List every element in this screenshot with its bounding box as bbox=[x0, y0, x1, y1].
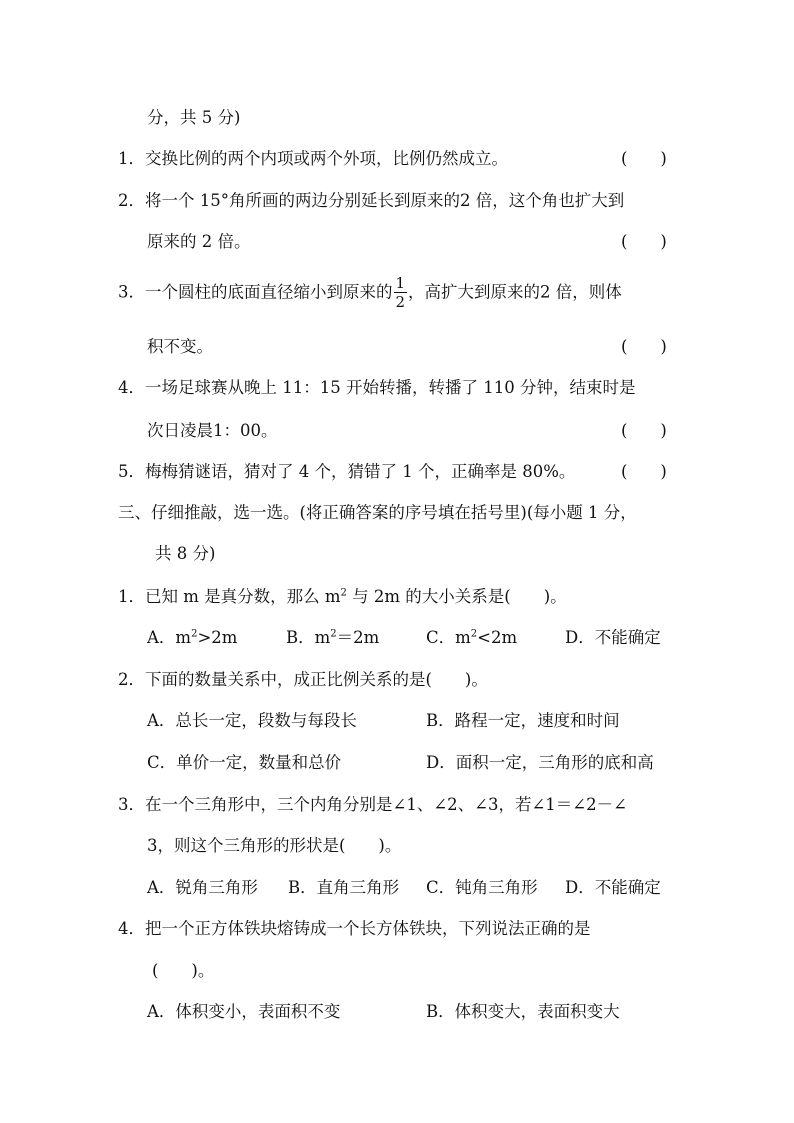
fraction-numerator: 1 bbox=[395, 274, 406, 292]
choice-q1-option-a[interactable] bbox=[147, 630, 237, 647]
choice-q2-option-a[interactable]: A．总长一定，段数与每段长 bbox=[147, 711, 357, 730]
judge-q4-text-line1: 一场足球赛从晚上 11：15 开始转播，转播了 110 分钟，结束时是 bbox=[145, 378, 636, 397]
fraction-one-half bbox=[394, 276, 408, 310]
choice-q1-number: 1． bbox=[118, 587, 145, 606]
choice-q4-stem-line1: 把一个正方体铁块熔铸成一个长方体铁块，下列说法正确的是 bbox=[145, 919, 591, 938]
option-exponent: 2 bbox=[470, 628, 478, 640]
choice-q3-option-b[interactable]: B．直角三角形 bbox=[288, 878, 400, 897]
judge-q3-number: 3． bbox=[118, 282, 145, 302]
choice-q1-exponent: 2 bbox=[340, 587, 347, 599]
judge-q5-answer-blank[interactable]: ( ) bbox=[621, 462, 667, 481]
choice-q2-option-c[interactable]: C．单价一定，数量和总价 bbox=[147, 753, 342, 772]
option-text: C．m bbox=[426, 628, 471, 647]
option-text: >2m bbox=[197, 628, 238, 647]
choice-q3-stem-line2: 3，则这个三角形的形状是( )。 bbox=[147, 836, 402, 855]
section3-heading: 三、仔细推敲，选一选。(将正确答案的序号填在括号里)(每小题 1 分， bbox=[118, 503, 637, 522]
choice-q4-number: 4． bbox=[118, 919, 145, 938]
choice-q1-option-c[interactable] bbox=[426, 630, 517, 647]
option-text: D．不能确定 bbox=[565, 628, 661, 647]
choice-q4-stem-line2: ( )。 bbox=[152, 961, 215, 980]
choice-q3-option-d[interactable]: D．不能确定 bbox=[565, 878, 661, 897]
judge-q5-text: 梅梅猜谜语，猜对了 4 个，猜错了 1 个，正确率是 80%。 bbox=[145, 462, 576, 481]
judge-q3-text-line2: 积不变。 bbox=[147, 337, 213, 356]
judge-q4-number: 4． bbox=[118, 378, 145, 397]
option-exponent: 2 bbox=[191, 628, 198, 640]
judge-q1-text: 交换比例的两个内项或两个外项，比例仍然成立。 bbox=[145, 149, 508, 168]
choice-q2 bbox=[118, 672, 488, 689]
judge-q3 bbox=[118, 276, 622, 310]
choice-q3 bbox=[118, 797, 627, 814]
judge-q3-text-pre: 一个圆柱的底面直径缩小到原来的 bbox=[145, 282, 393, 302]
choice-q4-option-a[interactable]: A．体积变小，表面积不变 bbox=[147, 1002, 341, 1021]
option-text: A．m bbox=[147, 628, 192, 647]
judge-q2-text-line2: 原来的 2 倍。 bbox=[147, 232, 251, 251]
choice-q1-stem-pre: 已知 m 是真分数，那么 m bbox=[145, 587, 341, 606]
section3-score: 共 8 分) bbox=[155, 544, 216, 563]
choice-q4-option-b[interactable]: B．体积变大，表面积变大 bbox=[426, 1002, 620, 1021]
option-text: B．m bbox=[286, 628, 331, 647]
judge-q2-answer-blank[interactable]: ( ) bbox=[621, 232, 667, 251]
section2-score-tail: 分，共 5 分) bbox=[147, 108, 241, 127]
judge-q3-text-post: ，高扩大到原来的2 倍，则体 bbox=[408, 282, 622, 302]
judge-q5 bbox=[118, 464, 575, 481]
judge-q1-number: 1． bbox=[118, 149, 145, 168]
judge-q5-number: 5． bbox=[118, 462, 145, 481]
option-exponent: 2 bbox=[330, 628, 337, 640]
judge-q3-answer-blank[interactable]: ( ) bbox=[621, 337, 667, 356]
choice-q2-option-b[interactable]: B．路程一定，速度和时间 bbox=[426, 711, 620, 730]
choice-q1-option-d[interactable] bbox=[565, 630, 661, 647]
choice-q1 bbox=[118, 589, 567, 606]
choice-q3-number: 3． bbox=[118, 795, 145, 814]
option-text: <2m bbox=[477, 628, 518, 647]
choice-q3-option-c[interactable]: C．钝角三角形 bbox=[426, 878, 538, 897]
choice-q2-number: 2． bbox=[118, 670, 145, 689]
judge-q2 bbox=[118, 193, 624, 210]
judge-q2-number: 2． bbox=[118, 191, 145, 210]
choice-q1-stem-post: 与 2m 的大小关系是( )。 bbox=[346, 587, 567, 606]
option-text: ＝2m bbox=[336, 628, 380, 647]
choice-q2-option-d[interactable]: D．面积一定，三角形的底和高 bbox=[426, 753, 654, 772]
fraction-denominator: 2 bbox=[395, 293, 406, 311]
choice-q3-option-a[interactable]: A．锐角三角形 bbox=[147, 878, 258, 897]
judge-q2-text-line1: 将一个 15°角所画的两边分别延长到原来的2 倍，这个角也扩大到 bbox=[145, 191, 625, 210]
judge-q1-answer-blank[interactable]: ( ) bbox=[621, 149, 667, 168]
choice-q3-stem-line1: 在一个三角形中，三个内角分别是∠1、∠2、∠3，若∠1＝∠2－∠ bbox=[145, 795, 627, 814]
choice-q1-option-b[interactable] bbox=[286, 630, 379, 647]
judge-q1 bbox=[118, 151, 508, 168]
choice-q2-stem: 下面的数量关系中，成正比例关系的是( )。 bbox=[145, 670, 488, 689]
judge-q4-answer-blank[interactable]: ( ) bbox=[621, 421, 667, 440]
judge-q4 bbox=[118, 380, 635, 397]
choice-q4 bbox=[118, 921, 591, 938]
judge-q4-text-line2: 次日凌晨1：00。 bbox=[147, 421, 278, 440]
